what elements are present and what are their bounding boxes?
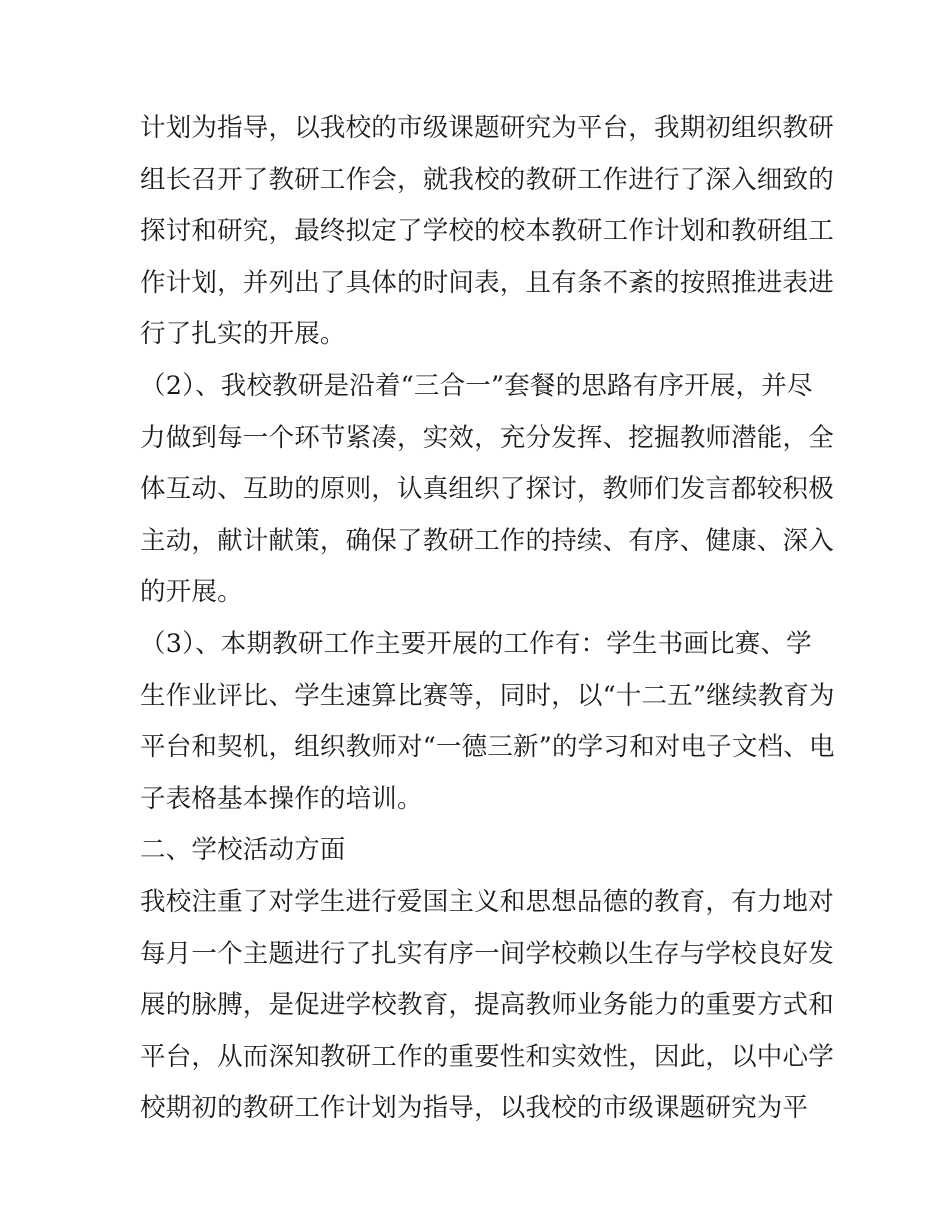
- text-line-14: 子表格基本操作的培训。: [140, 783, 423, 814]
- text-line-9: 主动，献计献策，确保了教研工作的持续、有序、健康、深入: [140, 525, 834, 556]
- text-line-3: 探讨和研究，最终拟定了学校的校本教研工作计划和教研组工: [140, 216, 834, 247]
- text-line-12: 生作业评比、学生速算比赛等，同时，以“十二五”继续教育为: [140, 680, 835, 711]
- text-line-5: 行了扎实的开展。: [140, 319, 346, 350]
- text-line-1: 计划为指导，以我校的市级课题研究为平台，我期初组织教研: [140, 113, 834, 143]
- text-line-8: 体互动、互助的原则，认真组织了探讨，教师们发言都较积极: [140, 474, 834, 505]
- document-body: [140, 103, 835, 1135]
- text-line-17: 每月一个主题进行了扎实有序一间学校赖以生存与学校良好发: [140, 938, 834, 969]
- text-line-6: （2）、我校教研是沿着“三合一”套餐的思路有序开展，并尽: [140, 370, 813, 401]
- section-heading: 二、学校活动方面: [140, 835, 346, 866]
- text-line-10: 的开展。: [140, 577, 243, 608]
- text-line-4: 作计划，并列出了具体的时间表，且有条不紊的按照推进表进: [140, 267, 834, 298]
- text-line-19: 平台，从而深知教研工作的重要性和实效性，因此，以中心学: [140, 1041, 834, 1072]
- text-line-11: （3）、本期教研工作主要开展的工作有：学生书画比赛、学: [140, 628, 812, 659]
- text-line-20: 校期初的教研工作计划为指导，以我校的市级课题研究为平: [140, 1093, 809, 1124]
- text-line-18: 展的脉膊，是促进学校教育，提高教师业务能力的重要方式和: [140, 990, 834, 1021]
- text-line-16: 我校注重了对学生进行爱国主义和思想品德的教育，有力地对: [140, 886, 834, 917]
- text-line-2: 组长召开了教研工作会，就我校的教研工作进行了深入细致的: [140, 164, 834, 195]
- text-line-13: 平台和契机，组织教师对“一德三新”的学习和对电子文档、电: [140, 732, 835, 763]
- text-line-7: 力做到每一个环节紧凑，实效，充分发挥、挖掘教师潜能，全: [140, 422, 834, 453]
